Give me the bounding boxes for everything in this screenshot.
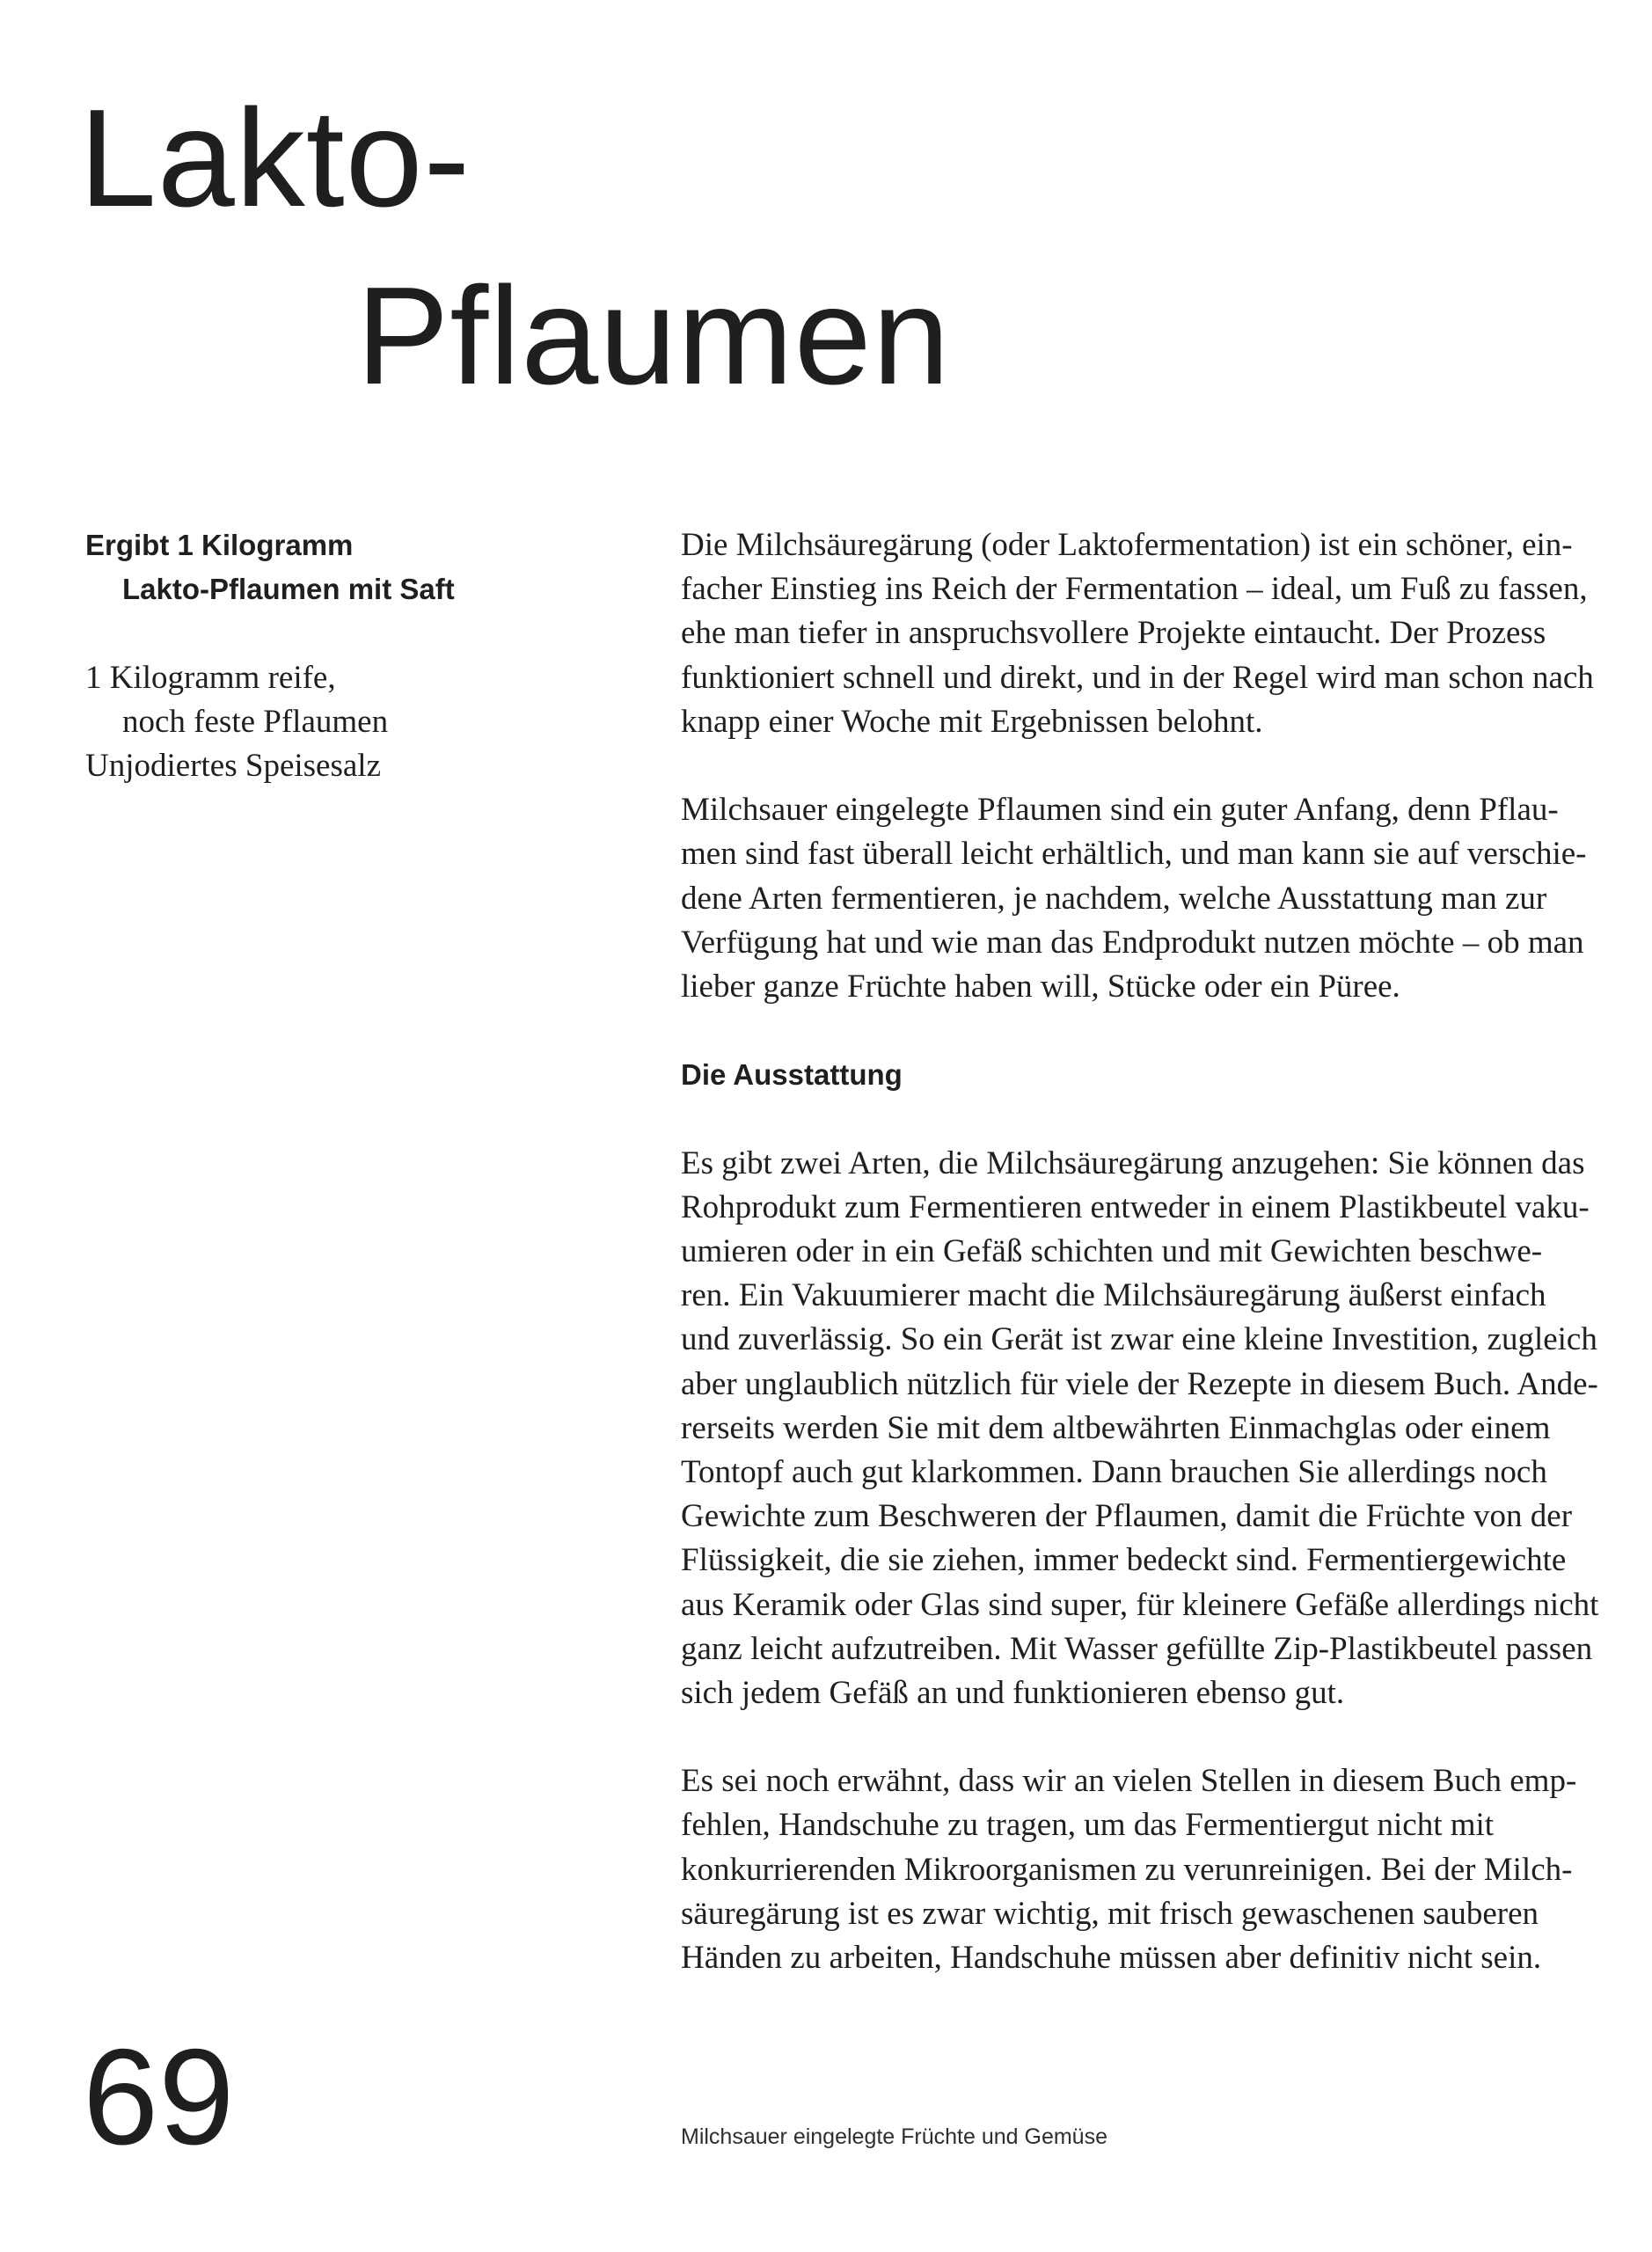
ingredient-line: Unjodiertes Speisesalz: [85, 747, 381, 784]
text-line: funktioniert schnell und direkt, und in der Regel wird man schon nach: [681, 659, 1594, 696]
text-line: ganz leicht aufzutreiben. Mit Wasser gefüllte Zip-Plastikbeutel passen: [681, 1630, 1593, 1667]
text-line: facher Einstieg ins Reich der Fermentation – ideal, um Fuß zu fassen,: [681, 571, 1588, 608]
section-heading: Die Ausstattung: [681, 1058, 903, 1092]
text-line: Es sei noch erwähnt, dass wir an vielen Stellen in diesem Buch emp-: [681, 1763, 1577, 1800]
paragraph: [681, 1759, 1631, 1980]
text-line: men sind fast überall leicht erhältlich, und man kann sie auf verschie-: [681, 836, 1587, 873]
text-line: lieber ganze Früchte haben will, Stücke oder ein Püree.: [681, 968, 1400, 1005]
text-line: rerseits werden Sie mit dem altbewährten Einmachglas oder einem: [681, 1409, 1551, 1446]
text-line: aus Keramik oder Glas sind super, für kleinere Gefäße allerdings nicht: [681, 1586, 1599, 1623]
ingredient-line: noch feste Pflaumen: [122, 703, 389, 740]
paragraph: [681, 788, 1631, 1009]
text-line: Es gibt zwei Arten, die Milchsäuregärung anzugehen: Sie können das: [681, 1144, 1585, 1181]
page-number: 69: [83, 2021, 235, 2173]
text-line: Händen zu arbeiten, Handschuhe müssen aber definitiv nicht sein.: [681, 1940, 1542, 1976]
running-footer: Milchsauer eingelegte Früchte und Gemüse: [681, 2124, 1107, 2149]
text-line: dene Arten fermentieren, je nachdem, welche Ausstattung man zur: [681, 880, 1547, 917]
body-text: [681, 523, 1631, 1980]
text-line: aber unglaublich nützlich für viele der Rezepte in diesem Buch. Ande-: [681, 1365, 1598, 1402]
ingredient-line: 1 Kilogramm reife,: [85, 659, 336, 696]
title-line-1: Lakto-: [79, 81, 471, 236]
text-line: Flüssigkeit, die sie ziehen, immer bedeckt sind. Fermentiergewichte: [681, 1542, 1567, 1579]
text-line: Milchsauer eingelegte Pflaumen sind ein guter Anfang, denn Pflau-: [681, 792, 1559, 829]
paragraph: [681, 523, 1631, 744]
recipe-sidebar: [85, 523, 613, 788]
text-line: Gewichte zum Beschweren der Pflaumen, damit die Früchte von der: [681, 1498, 1573, 1535]
text-line: Die Milchsäuregärung (oder Laktofermentation) ist ein schöner, ein-: [681, 527, 1573, 563]
ingredient-item: [85, 744, 613, 788]
text-line: Rohprodukt zum Fermentieren entweder in einem Plastikbeutel vaku-: [681, 1188, 1590, 1225]
text-line: Verfügung hat und wie man das Endprodukt nutzen möchte – ob man: [681, 924, 1584, 961]
yield-line: Ergibt 1 Kilogramm: [85, 529, 354, 561]
text-line: umieren oder in ein Gefäß schichten und mit Gewichten beschwe-: [681, 1233, 1543, 1269]
text-line: fehlen, Handschuhe zu tragen, um das Fermentiergut nicht mit: [681, 1807, 1495, 1844]
text-line: und zuverlässig. So ein Gerät ist zwar eine kleine Investition, zugleich: [681, 1321, 1597, 1358]
yield-heading: [85, 523, 613, 611]
text-line: Tontopf auch gut klarkommen. Dann brauchen Sie allerdings noch: [681, 1453, 1547, 1490]
text-line: säuregärung ist es zwar wichtig, mit frisch gewaschenen sauberen: [681, 1895, 1539, 1932]
ingredient-list: [85, 656, 613, 789]
text-line: ren. Ein Vakuumierer macht die Milchsäuregärung äußerst einfach: [681, 1277, 1546, 1314]
yield-line: Lakto-Pflaumen mit Saft: [122, 573, 455, 606]
text-line: sich jedem Gefäß an und funktionieren ebenso gut.: [681, 1674, 1345, 1711]
text-line: knapp einer Woche mit Ergebnissen belohnt.: [681, 703, 1263, 740]
paragraph: [681, 1142, 1631, 1715]
text-line: ehe man tiefer in anspruchsvollere Projekte eintaucht. Der Prozess: [681, 615, 1546, 652]
ingredient-item: [85, 656, 613, 744]
text-line: konkurrierenden Mikroorganismen zu verunreinigen. Bei der Milch-: [681, 1851, 1573, 1888]
title-line-2: Pflaumen: [356, 259, 951, 413]
